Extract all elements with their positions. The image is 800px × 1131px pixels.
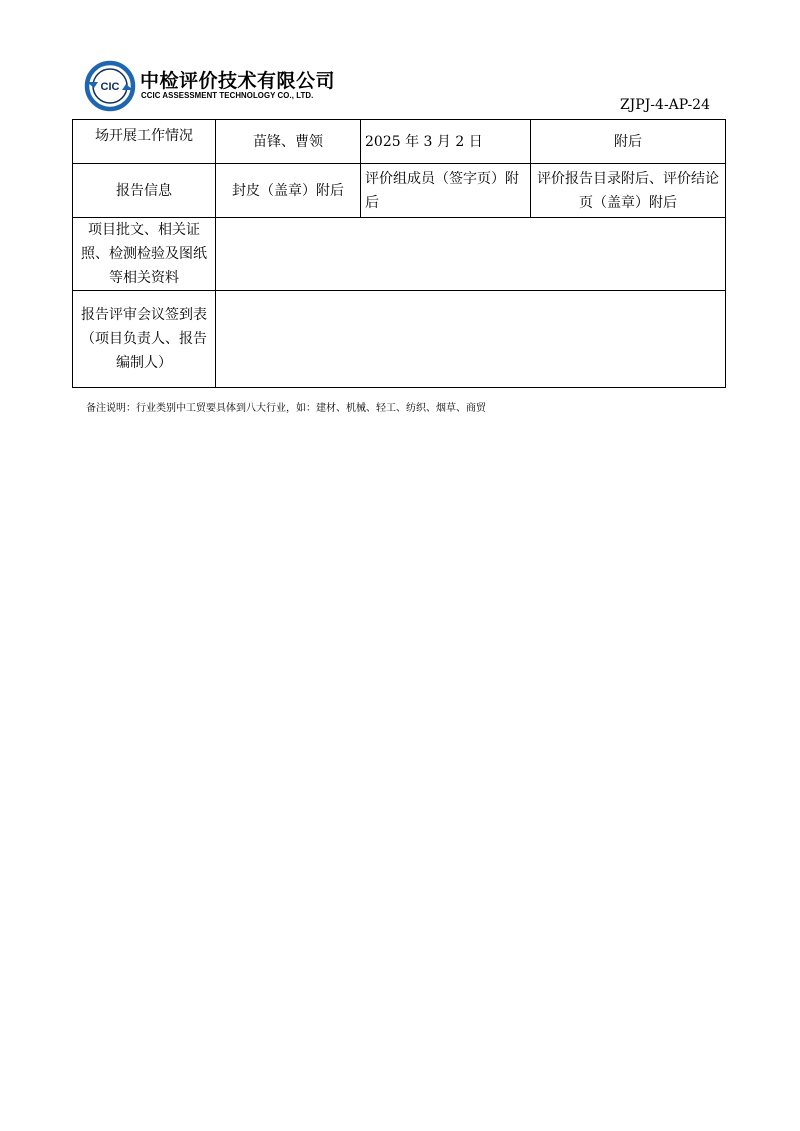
project-docs-label: 项目批文、相关证照、检测检验及图纸等相关资料 <box>73 218 216 291</box>
company-name-cn: 中检评价技术有限公司 <box>140 70 336 92</box>
work-people-cell: 苗锋、曹领 <box>216 120 361 164</box>
project-docs-value <box>216 218 726 291</box>
report-info-label: 报告信息 <box>73 164 216 218</box>
report-info-table <box>72 119 726 388</box>
table-row <box>73 218 726 291</box>
work-date-cell: 2025 年 3 月 2 日 <box>361 120 531 164</box>
document-header <box>84 60 724 120</box>
report-cover-cell: 封皮（盖章）附后 <box>216 164 361 218</box>
review-signin-value <box>216 291 726 388</box>
report-members-cell: 评价组成员（签字页）附后 <box>361 164 531 218</box>
company-name-en: CCIC ASSESSMENT TECHNOLOGY CO., LTD. <box>141 91 314 100</box>
logo-text: CIC <box>100 81 120 93</box>
work-status-label: 场开展工作情况 <box>73 120 216 164</box>
remark-note: 备注说明：行业类别中工贸要具体到八大行业，如：建材、机械、轻工、纺织、烟草、商贸 <box>86 403 486 414</box>
table-row <box>73 120 726 164</box>
document-code: ZJPJ-4-AP-24 <box>619 97 710 113</box>
ccic-logo-icon <box>84 60 136 112</box>
table-row <box>73 291 726 388</box>
report-catalog-cell: 评价报告目录附后、评价结论页（盖章）附后 <box>531 164 726 218</box>
work-attach-cell: 附后 <box>531 120 726 164</box>
review-signin-label: 报告评审会议签到表（项目负责人、报告编制人） <box>73 291 216 388</box>
table-row <box>73 164 726 218</box>
